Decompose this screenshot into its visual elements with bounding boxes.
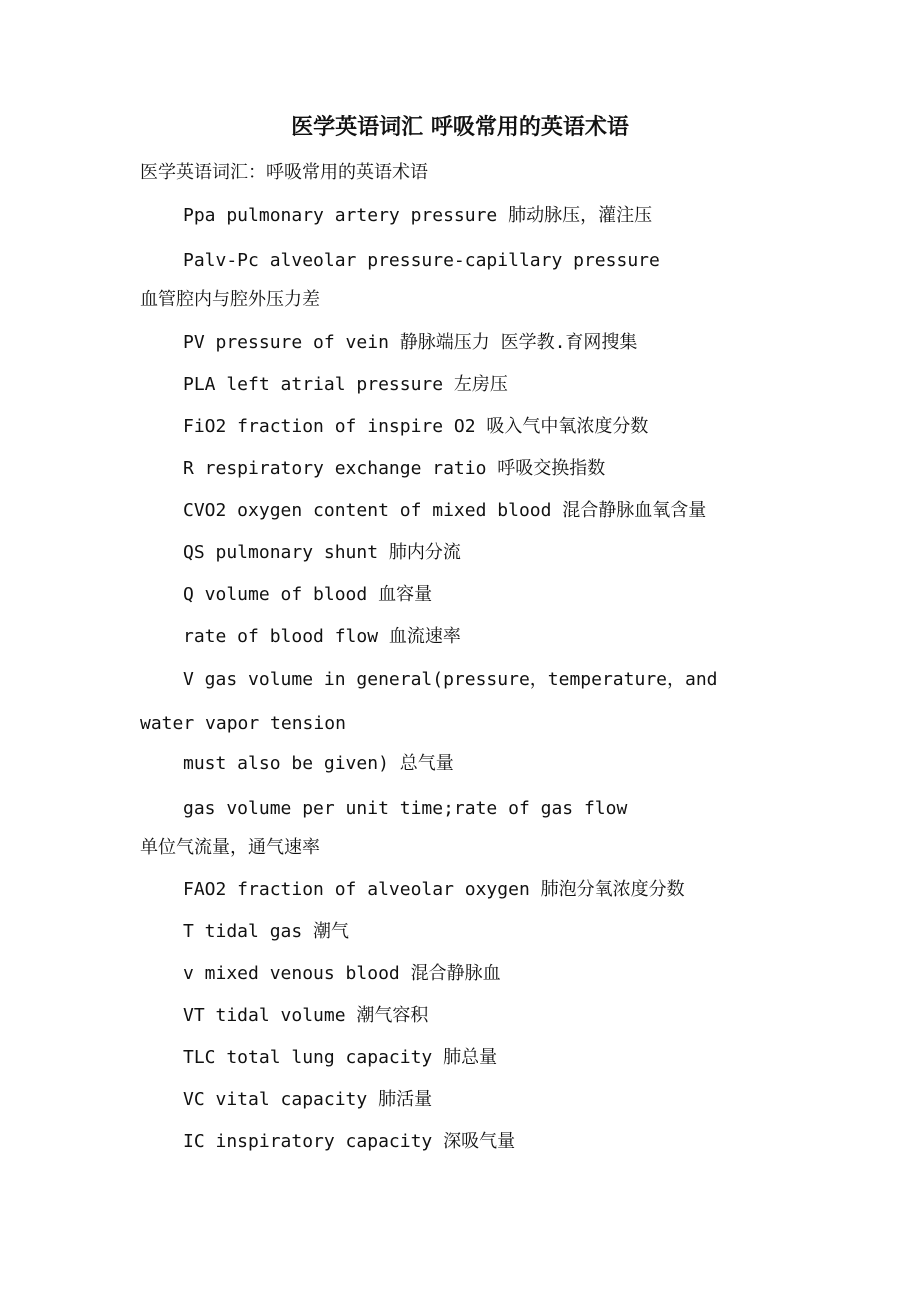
term-line: VC vital capacity 肺活量 [183, 1089, 433, 1110]
term-line: CVO2 oxygen content of mixed blood 混合静脉血氧含量 [183, 500, 707, 521]
term-line-continuation: 单位气流量，通气速率 [140, 837, 320, 858]
term-line: T tidal gas 潮气 [183, 921, 350, 942]
term-line-continuation: water vapor tension [140, 713, 346, 734]
term-line: VT tidal volume 潮气容积 [183, 1005, 429, 1026]
term-line: FiO2 fraction of inspire O2 吸入气中氧浓度分数 [183, 416, 649, 437]
term-line: Palv-Pc alveolar pressure-capillary pressure [183, 250, 660, 271]
term-line: TLC total lung capacity 肺总量 [183, 1047, 498, 1068]
term-line-continuation: must also be given) 总气量 [183, 753, 454, 774]
term-line: FAO2 fraction of alveolar oxygen 肺泡分氧浓度分数 [183, 879, 685, 900]
term-line: QS pulmonary shunt 肺内分流 [183, 542, 461, 563]
term-line: R respiratory exchange ratio 呼吸交换指数 [183, 458, 606, 479]
term-line: Ppa pulmonary artery pressure 肺动脉压，灌注压 [183, 205, 653, 226]
document-title: 医学英语词汇 呼吸常用的英语术语 [291, 114, 629, 140]
term-line-continuation: 血管腔内与腔外压力差 [140, 289, 320, 310]
term-line: IC inspiratory capacity 深吸气量 [183, 1131, 516, 1152]
term-line: PLA left atrial pressure 左房压 [183, 374, 508, 395]
term-line: gas volume per unit time;rate of gas flow [183, 798, 628, 819]
term-line: V gas volume in general(pressure，temperature，and [183, 669, 718, 690]
term-line: PV pressure of vein 静脉端压力 医学教.育网搜集 [183, 332, 638, 353]
term-line: v mixed venous blood 混合静脉血 [183, 963, 501, 984]
term-line: Q volume of blood 血容量 [183, 584, 433, 605]
term-line: rate of blood flow 血流速率 [183, 626, 461, 647]
intro-line: 医学英语词汇：呼吸常用的英语术语 [140, 162, 428, 183]
